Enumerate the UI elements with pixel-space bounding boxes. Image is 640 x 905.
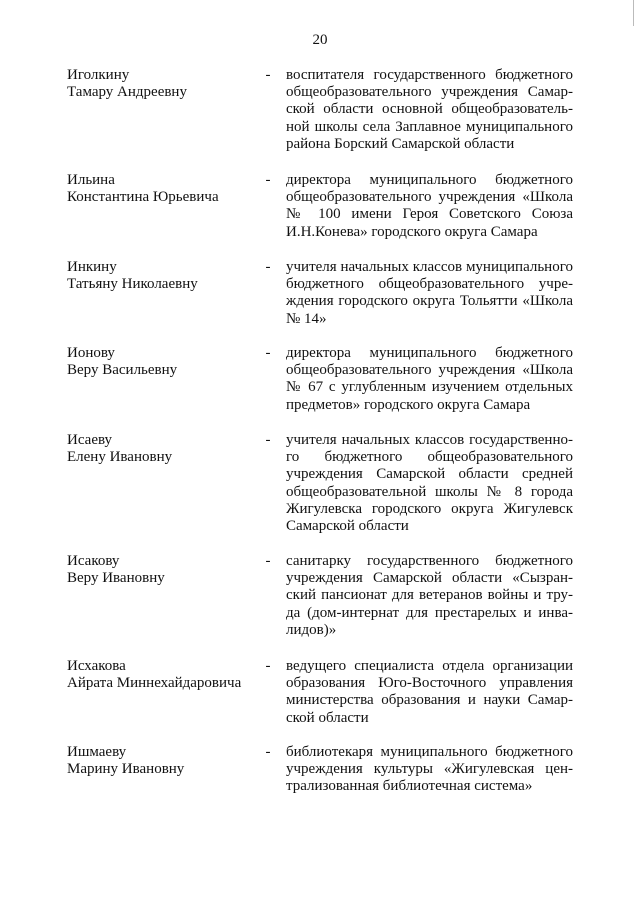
- desc-line: министерства образования и науки Самар-: [286, 692, 573, 709]
- desc-line: № 14»: [286, 310, 327, 327]
- desc-line: ждения городского округа Тольятти «Школа: [286, 293, 573, 310]
- desc-line: учреждения Самарской области «Сызран-: [286, 570, 573, 587]
- desc-line: библиотекаря муниципального бюджетного: [286, 744, 573, 760]
- name-line: Елену Ивановну: [67, 449, 173, 466]
- desc-line: общеобразовательного учреждения «Школа: [286, 362, 573, 379]
- name-line: Исакову: [67, 553, 120, 569]
- desc-line: И.Н.Конева» городского округа Самара: [286, 223, 538, 240]
- desc-line: общеобразовательного учреждения Самар-: [286, 84, 573, 101]
- desc-line: общеобразовательной школы № 8 города: [286, 483, 573, 500]
- entry-dash: -: [265, 345, 271, 361]
- name-line: Ионову: [67, 345, 115, 361]
- desc-line: директора муниципального бюджетного: [286, 172, 573, 188]
- name-line: Тамару Андреевну: [67, 84, 187, 101]
- entry-description: [286, 67, 573, 153]
- entry-name: [67, 172, 257, 206]
- name-line: Айрата Миннехайдаровича: [67, 675, 242, 692]
- desc-line: образования Юго-Восточного управления: [286, 675, 573, 692]
- desc-line: учителя начальных классов муниципального: [286, 259, 573, 275]
- desc-line: лидов)»: [286, 621, 337, 638]
- name-line: Исаеву: [67, 432, 113, 448]
- entry-name: [67, 345, 257, 379]
- desc-line: да (дом-интернат для престарелых и инва-: [286, 604, 573, 621]
- entry-description: [286, 744, 573, 796]
- desc-line: учреждения Самарской области средней: [286, 466, 573, 483]
- name-line: Иголкину: [67, 67, 130, 83]
- desc-line: санитарку государственного бюджетного: [286, 553, 573, 569]
- entry-dash: -: [265, 67, 271, 83]
- entry-name: [67, 744, 257, 778]
- desc-line: го бюджетного общеобразовательного: [286, 449, 573, 466]
- desc-line: трализованная библиотечная система»: [286, 778, 533, 795]
- entry-description: [286, 658, 573, 727]
- entry-description: [286, 172, 573, 241]
- entry-name: [67, 67, 257, 101]
- desc-line: общеобразовательного учреждения «Школа: [286, 189, 573, 206]
- entry-description: [286, 259, 573, 328]
- desc-line: ской области: [286, 709, 369, 726]
- desc-line: учителя начальных классов государственно-: [286, 432, 573, 448]
- desc-line: предметов» городского округа Самара: [286, 396, 531, 413]
- desc-line: ский пансионат для ветеранов войны и тру-: [286, 587, 573, 604]
- desc-line: учреждения культуры «Жигулевская цен-: [286, 761, 573, 778]
- desc-line: ской области основной общеобразователь-: [286, 101, 573, 118]
- desc-line: ведущего специалиста отдела организации: [286, 658, 573, 674]
- name-line: Константина Юрьевича: [67, 189, 219, 206]
- name-line: Ильина: [67, 172, 115, 188]
- entry-dash: -: [265, 553, 271, 569]
- entry-dash: -: [265, 259, 271, 275]
- desc-line: Самарской области: [286, 518, 409, 535]
- entry-description: [286, 345, 573, 414]
- page-number: 20: [312, 32, 328, 48]
- name-line: Веру Ивановну: [67, 570, 165, 587]
- desc-line: № 67 с углубленным изучением отдельных: [286, 379, 573, 396]
- desc-line: директора муниципального бюджетного: [286, 345, 573, 361]
- name-line: Марину Ивановну: [67, 761, 185, 778]
- desc-line: Жигулевска городского округа Жигулевск: [286, 500, 573, 517]
- entry-dash: -: [265, 172, 271, 188]
- entry-description: [286, 432, 573, 535]
- name-line: Исхакова: [67, 658, 126, 674]
- entry-name: [67, 658, 257, 692]
- desc-line: № 100 имени Героя Советского Союза: [286, 206, 573, 223]
- desc-line: района Борский Самарской области: [286, 135, 515, 152]
- entry-name: [67, 259, 257, 293]
- entry-dash: -: [265, 744, 271, 760]
- entry-dash: -: [265, 658, 271, 674]
- scan-edge-mark: [633, 0, 634, 26]
- desc-line: воспитателя государственного бюджетного: [286, 67, 573, 83]
- entry-name: [67, 432, 257, 466]
- name-line: Ишмаеву: [67, 744, 127, 760]
- entry-dash: -: [265, 432, 271, 448]
- entry-name: [67, 553, 257, 587]
- name-line: Инкину: [67, 259, 117, 275]
- name-line: Татьяну Николаевну: [67, 276, 198, 293]
- entry-description: [286, 553, 573, 639]
- desc-line: ной школы села Заплавное муниципального: [286, 118, 573, 135]
- name-line: Веру Васильевну: [67, 362, 178, 379]
- desc-line: бюджетного общеобразовательного учре-: [286, 276, 573, 293]
